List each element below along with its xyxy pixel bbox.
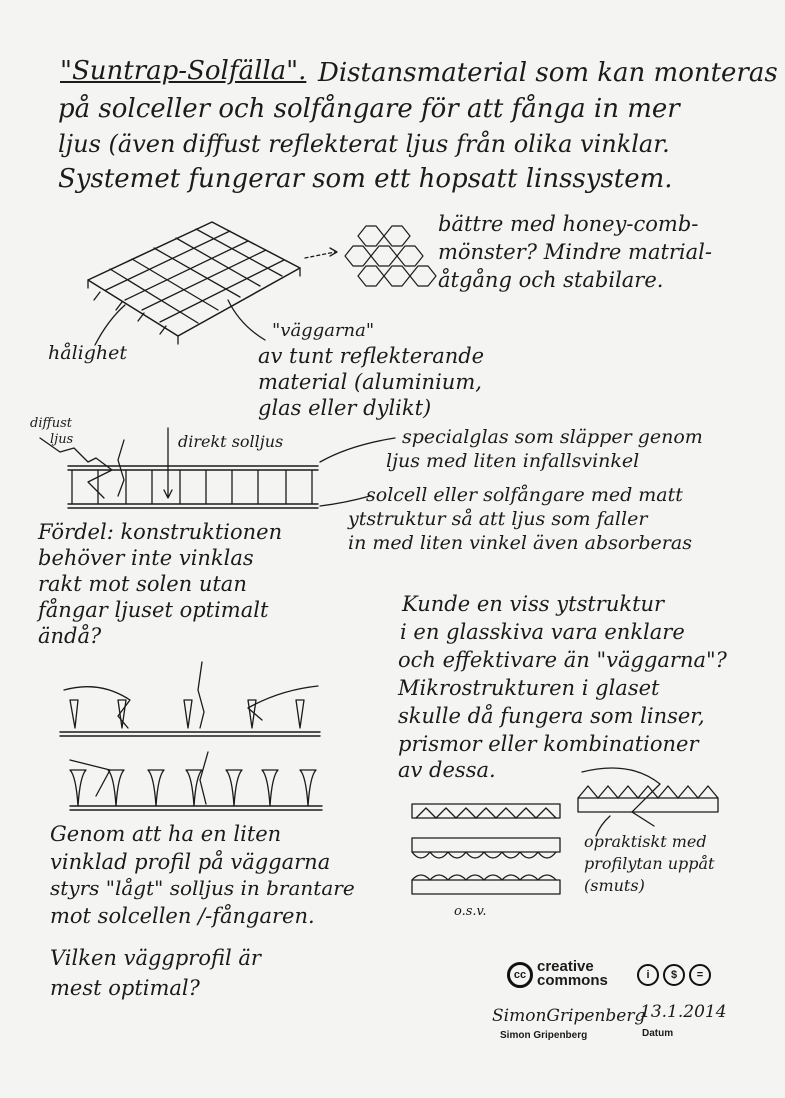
grid-arrowhead — [330, 248, 337, 256]
intro-line-4: Systemet fungerar som ett hopsatt linssystem. — [58, 164, 673, 194]
genom-5: Vilken väggprofil är — [50, 946, 261, 970]
kunde-3: och effektivare än "väggarna"? — [398, 648, 727, 672]
cc-nc-icon: $ — [663, 964, 685, 986]
fordel-5: ändå? — [38, 624, 102, 648]
label-ljus: ljus — [50, 432, 74, 447]
label-halighet: hålighet — [48, 342, 127, 364]
date-label: Datum — [642, 1028, 674, 1039]
honeycomb-note-3: åtgång och stabilare. — [438, 268, 664, 292]
fordel-4: fångar ljuset optimalt — [38, 598, 269, 622]
genom-1: Genom att ha en liten — [50, 822, 282, 846]
glass-note-1: specialglas som släpper genom — [402, 426, 703, 448]
section-sketch — [40, 428, 395, 508]
pointer-halighet — [95, 305, 125, 345]
kunde-4: Mikrostrukturen i glaset — [398, 676, 660, 700]
cell-note-1: solcell eller solfångare med matt — [366, 484, 683, 506]
glass-note-2: ljus med liten infallsvinkel — [386, 450, 640, 472]
cell-note-2: ytstruktur så att ljus som faller — [348, 508, 648, 530]
signature-hand: SimonGripenberg — [492, 1006, 646, 1026]
genom-4: mot solcellen /-fångaren. — [50, 904, 315, 928]
osv-label: o.s.v. — [454, 904, 487, 919]
honeycomb-note-2: mönster? Mindre matrial- — [438, 240, 712, 264]
label-direkt-solljus: direkt solljus — [178, 432, 284, 451]
pointer-walls — [228, 300, 265, 340]
kunde-6: prismor eller kombinationer — [398, 732, 699, 756]
cc-word-creative: creative — [537, 958, 594, 975]
cc-nd-icon: = — [689, 964, 711, 986]
oprak-2: profilytan uppåt — [584, 854, 715, 873]
cc-by-icon: i — [637, 964, 659, 986]
label-diffust: diffust — [30, 416, 72, 431]
kunde-1: Kunde en viss ytstruktur — [402, 592, 665, 616]
walls-note-1: "väggarna" — [272, 320, 375, 341]
cell-note-3: in med liten vinkel även absorberas — [348, 532, 692, 554]
cc-word-commons: commons — [537, 972, 608, 989]
grid-sketch — [88, 222, 300, 344]
genom-2: vinklad profil på väggarna — [50, 850, 331, 874]
kunde-2: i en glasskiva vara enklare — [400, 620, 685, 644]
kunde-7: av dessa. — [398, 758, 496, 782]
tapered-section-sketch — [60, 662, 320, 736]
oprak-1: opraktiskt med — [584, 832, 707, 851]
walls-note-2: av tunt reflekterande — [258, 344, 485, 368]
honeycomb-note-1: bättre med honey-comb- — [438, 212, 699, 236]
walls-note-4: glas eller dylikt) — [258, 396, 432, 420]
fordel-2: behöver inte vinklas — [38, 546, 254, 570]
intro-line-2: på solceller och solfångare för att fånga in mer — [58, 94, 680, 124]
cc-logo-icon: cc — [507, 962, 533, 988]
genom-6: mest optimal? — [50, 976, 200, 1000]
intro-line-3: ljus (även diffust reflekterat ljus från olika vinklar. — [58, 130, 670, 158]
walls-note-3: material (aluminium, — [258, 370, 482, 394]
page-title: "Suntrap-Solfälla". — [60, 56, 307, 86]
genom-3: styrs "lågt" solljus in brantare — [50, 876, 355, 900]
honeycomb-sketch — [345, 226, 436, 286]
kunde-5: skulle då fungera som linser, — [398, 704, 705, 728]
oprak-3: (smuts) — [584, 876, 645, 895]
glass-profiles-sketch — [412, 768, 718, 894]
date-hand: 13.1.2014 — [640, 1002, 727, 1022]
signature-print: Simon Gripenberg — [500, 1030, 588, 1041]
cone-section-sketch — [70, 752, 322, 810]
intro-line-1: Distansmaterial som kan monteras — [318, 58, 778, 88]
fordel-1: Fördel: konstruktionen — [38, 520, 283, 544]
fordel-3: rakt mot solen utan — [38, 572, 247, 596]
